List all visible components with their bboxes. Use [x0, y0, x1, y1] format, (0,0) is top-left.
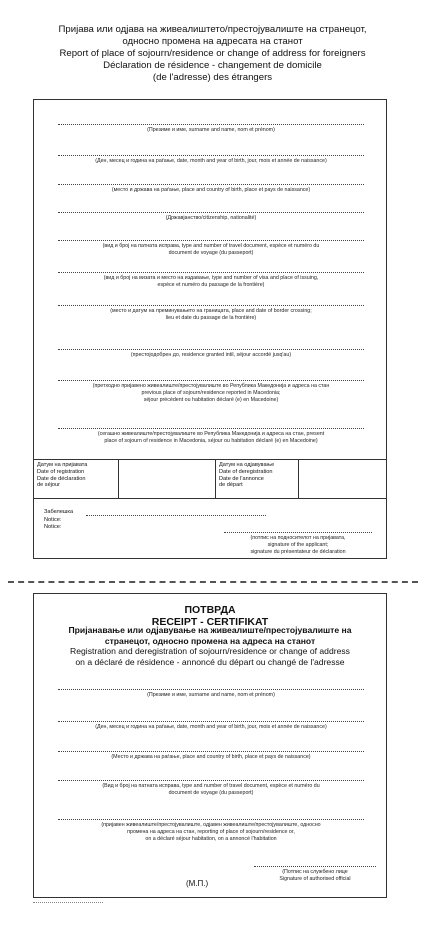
entry-line [58, 380, 364, 381]
field-caption: (пријавен живеалиште/престојувалиште, одјавен живеалиште/престојувалиште, односно [101, 822, 321, 828]
registration-date-input[interactable] [119, 460, 215, 498]
field-place-of-birth[interactable] [58, 184, 364, 194]
deregistration-date-label: Датум на одјавување Date of deregistration Date de l'annonce de départ [219, 462, 275, 489]
entry-line [58, 305, 364, 306]
field-caption: (Вид и број на патната исправа, type and number of travel document, espèce et numéro du [102, 783, 320, 789]
field-caption: document de voyage (du passeport) [168, 250, 254, 256]
form-header [0, 24, 425, 84]
field-previous-residence[interactable] [58, 380, 364, 404]
field-caption: (место и држава на раѓање, place and country of birth, place et pays de naissance) [111, 187, 311, 193]
field-caption: previous place of sojourn/residence reported in Macedonia; [141, 390, 281, 396]
field-border-crossing[interactable] [58, 305, 364, 322]
field-caption: on a déclaré séjour habitation, on a annoncé l'habitation [145, 836, 277, 842]
field-caption: (Презиме и име, surname and name, nom et prénom) [147, 127, 275, 133]
entry-line [58, 212, 364, 213]
cut-line [8, 581, 418, 583]
entry-line [58, 721, 364, 722]
footer-mark [33, 902, 103, 903]
receipt-box [33, 593, 387, 898]
field-caption: (престојодобрен до, residence granted intil, séjour accordé jusq'au) [130, 352, 292, 358]
field-caption: промена на адреса на стан, reporting of place of sojourn/residence or, [127, 829, 295, 835]
signature-caption: Signature of authorised official [279, 876, 351, 882]
notice-label-mk: Забелешка [44, 509, 74, 515]
entry-line [58, 349, 364, 350]
notice-block [44, 509, 73, 532]
signature-caption: (Потпис на службено лице [282, 869, 348, 875]
field-caption: séjour précédent ou habitation déclaré (e) en Macedoine) [143, 397, 279, 403]
deregistration-date-input[interactable] [299, 460, 385, 498]
field-caption: (сегашно живеалиште/престојувалиште во Република Македонија и адреса на стан, present [97, 431, 325, 437]
entry-line [58, 819, 364, 820]
dates-grid [34, 459, 386, 499]
field-caption: (Ден, месец и година на раѓање, date, month and year of birth, jour, mois et année de naissance) [95, 158, 327, 164]
signature-caption: (потпис на подносителот на пријавата, [250, 535, 346, 541]
header-line-mk-1: Пријава или одјава на живеалиштето/престојувалиште на странецот, [58, 24, 367, 35]
field-caption: (вид и број на визата и место на издавање, type and number of visa and place of issuing, [103, 275, 319, 281]
receipt-field-residence[interactable] [58, 819, 364, 843]
receipt-subtitle: Пријанавање или одјавување на живеалиште/престојувалиште на странецот, односно промена на адреса на станот Registration and deregistration of sojourn/residence or change of address on a déclaré de résidence - annoncé du départ ou changé de l'adresse [68, 625, 352, 667]
field-caption: document de voyage (du passeport) [168, 790, 254, 796]
field-caption: (Ден, месец и година на раѓање, date, month and year of birth, jour, mois et année de naissance) [95, 724, 327, 730]
receipt-field-date-of-birth[interactable] [58, 721, 364, 731]
field-surname-name[interactable] [58, 124, 364, 134]
field-caption: place of sojourn of residence in Macedonia, séjour ou habitation déclaré (e) en Macedoine) [104, 438, 318, 444]
field-caption: (Место и држава на раѓање, place and country of birth, place et pays de naissance) [111, 754, 311, 760]
signature-caption: signature of the applicant; [267, 542, 329, 548]
registration-date-label: Датум на пријавата Date of registration Date de déclaration de séjour [37, 462, 88, 489]
field-caption: lieu et date du passage de la frontière) [165, 315, 257, 321]
header-line-fr-2: (de l'adresse) des étrangers [152, 72, 273, 83]
header-line-en: Report of place of sojourn/residence or change of address for foreigners [59, 48, 366, 59]
header-line-fr-1: Déclaration de résidence - changement de domicile [103, 60, 322, 71]
entry-line [58, 272, 364, 273]
entry-line [58, 751, 364, 752]
applicant-signature[interactable] [224, 532, 372, 556]
receipt-field-surname-name[interactable] [58, 689, 364, 699]
field-caption: espèce et numéro du passage de la frontière) [157, 282, 265, 288]
field-caption: (вид и број на патната исправа, type and number of travel document, espèce et numéro du [102, 243, 320, 249]
field-residence-granted[interactable] [58, 349, 364, 359]
header-line-mk-2: односно промена на адресата на станот [122, 36, 303, 47]
entry-line [58, 240, 364, 241]
stamp-placeholder: (М.П.) [186, 879, 209, 888]
field-citizenship[interactable] [58, 212, 364, 222]
entry-line [58, 689, 364, 690]
field-present-residence[interactable] [58, 428, 364, 445]
receipt-field-travel-document[interactable] [58, 780, 364, 797]
entry-line [58, 184, 364, 185]
notice-input-line[interactable] [86, 515, 266, 516]
field-travel-document[interactable] [58, 240, 364, 257]
entry-line [58, 428, 364, 429]
entry-line [58, 155, 364, 156]
notice-label-fr: Notice: [44, 524, 62, 530]
signature-line [254, 866, 376, 867]
field-visa[interactable] [58, 272, 364, 289]
receipt-title-mk: ПОТВРДА [184, 604, 236, 616]
registration-form-box [33, 99, 387, 559]
signature-line [224, 532, 372, 533]
signature-caption: signature du présentateur de déclaration [250, 549, 346, 555]
field-caption: (претходно пријавено живеалиште/престојувалиште во Република Македонија и адреса на стан [92, 383, 330, 389]
entry-line [58, 124, 364, 125]
field-date-of-birth[interactable] [58, 155, 364, 165]
field-caption: (Презиме и име, surname and name, nom et prénom) [147, 692, 275, 698]
official-signature[interactable] [254, 866, 376, 883]
field-caption: (Државјанство/citizenship, nationalité) [165, 215, 257, 221]
receipt-title-en: RECEIPT - CERTIFIKAT [151, 616, 269, 628]
entry-line [58, 780, 364, 781]
notice-label-en: Notice: [44, 516, 62, 523]
field-caption: (место и датум на преминувањето на границата, place and date of border crossing; [110, 308, 312, 314]
receipt-field-place-of-birth[interactable] [58, 751, 364, 761]
